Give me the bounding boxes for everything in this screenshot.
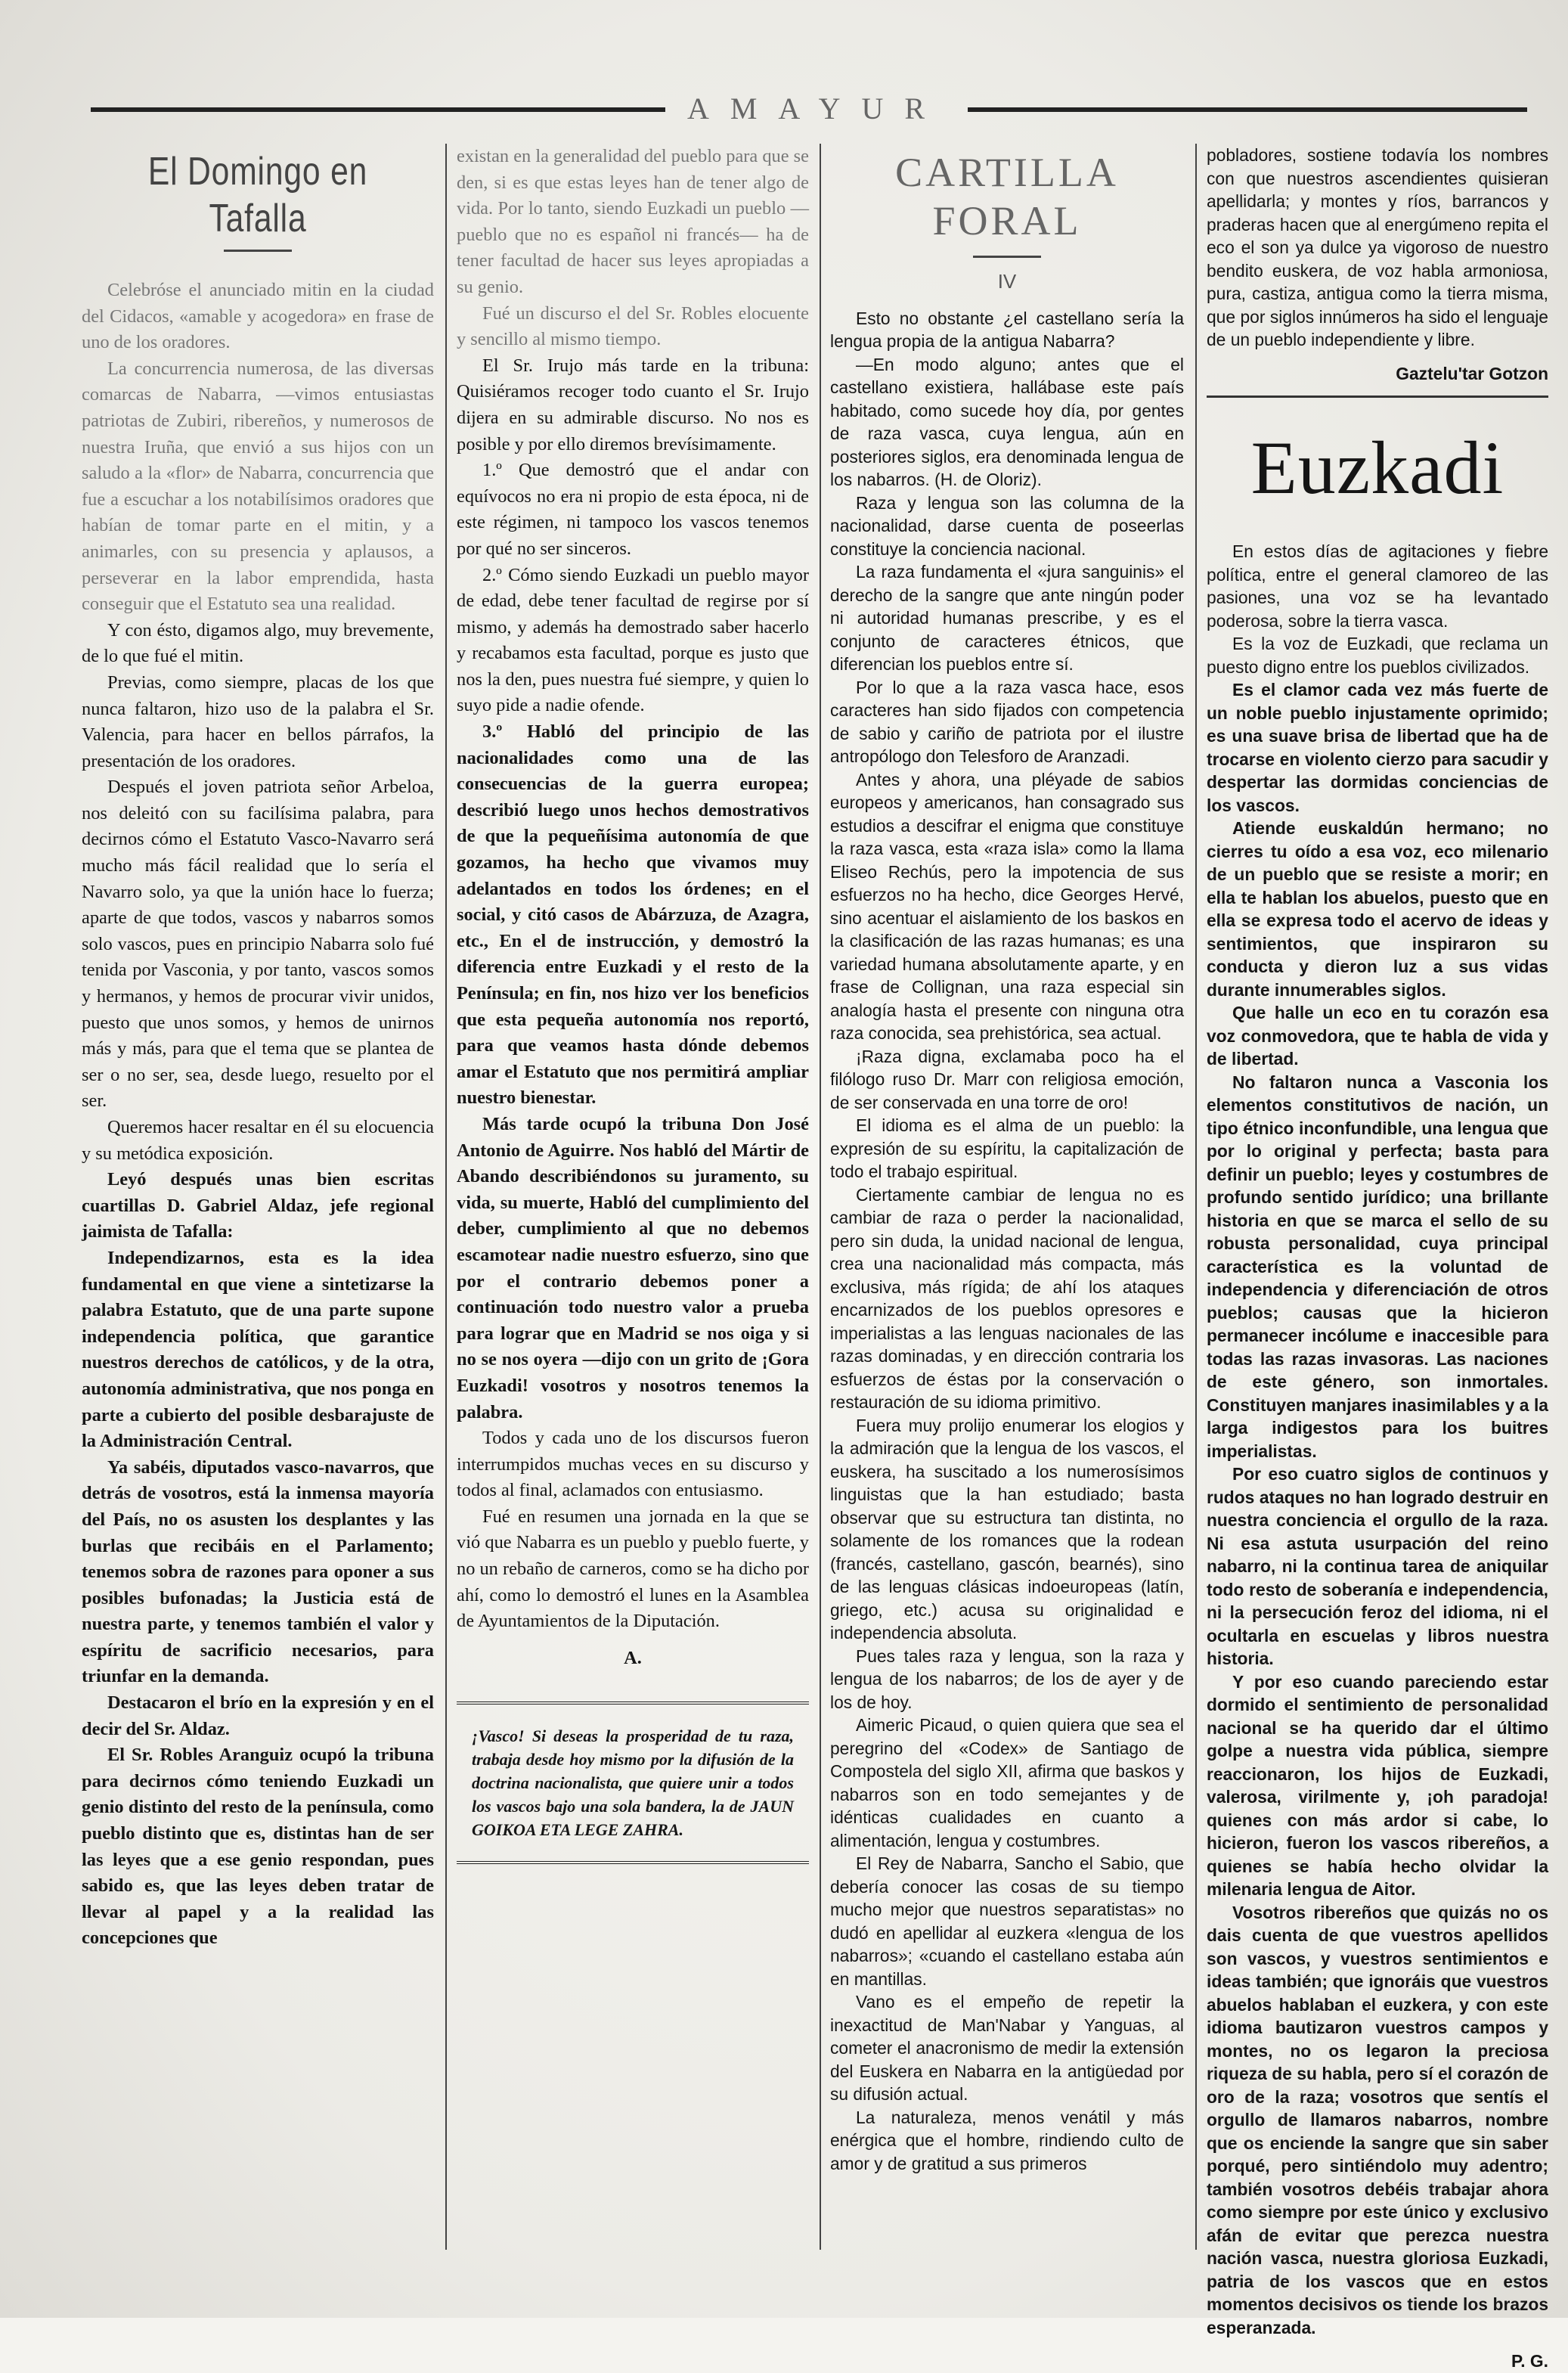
paragraph: La raza fundamenta el «jura sanguinis» el derecho de la sangre que ante ningún poder ni autoridad humanas prescribe, y es el conjunto de caracteres étnicos, que diferencian los pueblos entre sí.	[830, 562, 1184, 674]
paragraph: El idioma es el alma de un pueblo: la expresión de su espíritu, la capitalización de todo el trabajo espiritual.	[830, 1115, 1184, 1181]
paragraph: Leyó después unas bien escritas cuartillas D. Gabriel Aldaz, jefe regional jaimista de Tafalla:	[82, 1169, 434, 1242]
paragraph: Más tarde ocupó la tribuna Don José Antonio de Aguirre. Nos habló del Mártir de Abando describiéndonos su juramento, su vida, su muerte, Habló del cumplimiento del deber, cumplimiento al que no debemos escamotear nadie nuestro esfuerzo, sino que por el contrario debemos poner a continuación todo nuestro valor a prueba para lograr que en Madrid se nos oiga y si no se nos oyera —dijo con un grito de ¡Gora Euzkadi! vosotros y nosotros tenemos la palabra.	[457, 1113, 809, 1422]
paragraph: Por lo que a la raza vasca hace, esos caracteres han sido fijados con competencia de sabio y cariño de patriota por el ilustre antropólogo don Telesforo de Aranzadi.	[830, 677, 1184, 766]
column-divider	[820, 144, 821, 2250]
paragraph: Celebróse el anunciado mitin en la ciudad del Cidacos, «amable y acogedora» en frase de uno de los oradores.	[82, 280, 434, 353]
article-title-cartilla: CARTILLA FORAL	[895, 150, 1119, 244]
column-4	[1207, 144, 1548, 2371]
paragraph: El Sr. Irujo más tarde en la tribuna: Quisiéramos recoger todo cuanto el Sr. Irujo dijera en su admirable discurso. No nos es posible y por ello diremos brevísimamente.	[457, 355, 809, 454]
paragraph: Ya sabéis, diputados vasco-navarros, que detrás de vosotros, está la inmensa mayoría del País, no os asusten los desplantes y las burlas que recibáis en el Parlamento; tenemos sobra de razones para oponer a sus posibles bufonadas; la Justicia está de nuestra parte, y tenemos también el valor y espíritu de sacrificio necesarios, para triunfar en la demanda.	[82, 1456, 434, 1687]
title-rule	[973, 256, 1041, 258]
paragraph: 2.º Cómo siendo Euzkadi un pueblo mayor de edad, debe tener facultad de regirse por sí mismo, y además ha demostrado saber hacerlo y recabamos esta facultad, porque es justo que nos la den, pues nuestra fué siempre, y quien lo suyo pide a nadie ofende.	[457, 564, 809, 716]
paragraph: Atiende euskaldún hermano; no cierres tu oído a esa voz, eco milenario de un pueblo que se resiste a morir; en ella te hablan los abuelos, puesto que en ella se expresa todo el acervo de ideas y sentimientos, que inspiraron su conducta y dieron luz a sus vidas durante innumerables siglos.	[1207, 818, 1548, 1000]
paragraph: Fué un discurso el del Sr. Robles elocuente y sencillo al mismo tiempo.	[457, 302, 809, 350]
paragraph: Fuera muy prolijo enumerar los elogios y la admiración que la lengua de los vascos, el euskera, ha suscitado a los numerosísimos linguistas que la han estudiado; basta observar que su estructura tan distinta, no solamente de los romances que la rodean (francés, castellano, gascón, bearnés), sino de las lenguas clásicas indoeuropeas (latín, griego, etc.) acusa su originalidad e independencia absoluta.	[830, 1415, 1184, 1642]
article-title-euzkadi: Euzkadi	[1250, 426, 1504, 510]
paragraph: Independizarnos, esta es la idea fundamental en que viene a sintetizarse la palabra Estatuto, que de una parte supone independencia política, que garantice nuestros derechos de católicos, y de la otra, autonomía administrativa, que nos ponga en parte a cubierto del posible desbarajuste de la Administración Central.	[82, 1247, 434, 1452]
paragraph: 1.º Que demostró que el andar con equívocos no era ni propio de esta época, ni de este régimen, ni tampoco los vascos tenemos por qué no ser sinceros.	[457, 460, 809, 559]
masthead-title: AMAYUR	[686, 92, 947, 126]
signature: A.	[624, 1647, 642, 1668]
paragraph: existan en la generalidad del pueblo para que se den, si es que estas leyes han de tener algo de vida. Por lo tanto, siendo Euzkadi un pueblo —pueblo que no es español ni francés— ha de tener facultad de hacer sus leyes apropiadas a su genio.	[457, 146, 809, 297]
paragraph: Todos y cada uno de los discursos fueron interrumpidos muchas veces en su discurso y todos al final, aclamados con entusiasmo.	[457, 1428, 809, 1501]
paragraph: 3.º Habló del principio de las nacionalidades como una de las consecuencias de la guerra europea; describió luego unos hechos demostrativos de que la pequeñísima autonomía de que gozamos, ha hecho que vivamos muy adelantados en todos los órdenes; en el social, y citó casos de Abárzuza, de Azagra, etc., En el de instrucción, y demostró la diferencia entre Euzkadi y el resto de la Península; en fin, nos hizo ver los beneficios que esta pequeña autonomía nos reportó, para que veamos hasta dónde debemos amar el Estatuto que nos permitirá ampliar nuestro bienestar.	[457, 721, 809, 1109]
column-divider	[445, 144, 447, 2250]
paragraph: Vano es el empeño de repetir la inexactitud de Man'Nabar y Yanguas, al cometer el anacronismo de medir la extensión del Euskera en Nabarra en la antigüedad por su difusión actual.	[830, 1992, 1184, 2104]
column-1	[82, 144, 434, 2250]
paragraph: —En modo alguno; antes que el castellano existiera, hallábase este país habitado, como sucede hoy día, por gentes de raza vasca, cuya lengua, aún en posteriores siglos, era denominada lengua de los nabarros. (H. de Oloriz).	[830, 354, 1184, 489]
paragraph: Y con ésto, digamos algo, muy brevemente, de lo que fué el mitin.	[82, 619, 434, 667]
paragraph: Ciertamente cambiar de lengua no es cambiar de raza o perder la nacionalidad, pero sin duda, la unidad nacional de lengua, crea una nacionalidad más compacta, más exclusiva, más rígida; de ahí los ataques encarnizados de los pueblos opresores e imperialistas a las lenguas nacionales de las razas dominadas, y en dirección contraria los esfuerzos de éstas por la conservación o restauración de su idioma primitivo.	[830, 1184, 1184, 1412]
propaganda-box: ¡Vasco! Si deseas la prosperidad de tu raza, trabaja desde hoy mismo por la difusión de la doctrina nacionalista, que quiere unir a todos los vascos bajo una sola bandera, la de JAUN GOIKOA ETA LEGE ZAHRA.	[457, 1701, 809, 1864]
article-title-tafalla: El Domingo en Tafalla	[147, 150, 368, 240]
title-rule	[224, 250, 292, 252]
paragraph: Que halle un eco en tu corazón esa voz conmovedora, que te habla de vida y de libertad.	[1207, 1003, 1548, 1069]
paragraph: Vosotros ribereños que quizás no os dais cuenta de que vuestros apellidos son vascos, y vuestros sentimientos e ideas también; que ignoráis que vuestros abuelos hablaban el euzkera, y con este idioma bautizaron vuestros campos y montes, no os legaron la preciosa riqueza de su habla, pero sí el corazón de oro de la raza; vosotros que sentís el orgullo de llamaros nabarros, nombre que os enciende la sangre que sin saber porqué, pero sintiéndolo muy adentro; también vosotros debéis trabajar ahora como siempre por este único y exclusivo afán de evitar que perezca nuestra nación vasca, nuestra gloriosa Euzkadi, patria de los vascos que en estos momentos decisivos os tiende los brazos esperanzada.	[1207, 1902, 1548, 2337]
signature: Gaztelu'tar Gotzon	[1396, 363, 1548, 383]
masthead-rule-right	[968, 107, 1527, 112]
paragraph: Destacaron el brío en la expresión y en el decir del Sr. Aldaz.	[82, 1692, 434, 1739]
paragraph: pobladores, sostiene todavía los nombres con que nuestros ascendientes quisieran apellidarla; y montes y ríos, barrancos y praderas hacen que al energúmeno repita el eco el son ya dulce ya vigoroso de nuestro bendito euskera, de voz habla armoniosa, pura, castiza, antigua como la tierra misma, que por siglos innúmeros ha sido el lenguaje de un pueblo independiente y libre.	[1207, 145, 1548, 349]
paragraph: Raza y lengua son las columna de la nacionalidad, darse cuenta de poseerlas constituye la conciencia nacional.	[830, 492, 1184, 559]
section-rule	[1207, 395, 1548, 398]
masthead-rule-left	[91, 107, 665, 112]
paragraph: Por eso cuatro siglos de continuos y rudos ataques no han logrado destruir en nuestra conciencia el orgullo de la raza. Ni esa astuta usurpación del reino nabarro, ni la continua tarea de aniquilar todo resto de soberanía e independencia, ni la persecución feroz del idioma, ni el ocultarla en escuelas y libros nuestra historia.	[1207, 1464, 1548, 1668]
paragraph: Antes y ahora, una pléyade de sabios europeos y americanos, han consagrado sus estudios a descifrar el enigma que constituye la raza vasca, esta «raza isla» como la llama Eliseo Rechús, pero la impotencia de sus esfuerzos no ha hecho, dice Georges Hervé, sino acentuar el aislamiento de los baskos en la clasificación de las razas humanas; es una variedad humana absolutamente aparte, y en frase de Collignan, una raza especial sin analogía hasta el presente con ninguna otra raza conocida, sea prehistórica, sea actual.	[830, 769, 1184, 1043]
paragraph: La naturaleza, menos venátil y más enérgica que el hombre, rindiendo culto de amor y de gratitud a sus primeros	[830, 2107, 1184, 2173]
paragraph: El Rey de Nabarra, Sancho el Sabio, que debería conocer las cosas de su tiempo mucho mejor que nuestros separatistas» no dudó en apellidar al euzkera «lengua de los nabarros»; «cuando el castellano estaba aún en mantillas.	[830, 1853, 1184, 1989]
paragraph: Previas, como siempre, placas de los que nunca faltaron, hizo uso de la palabra el Sr. Valencia, para hacer en bellos párrafos, la presentación de los oradores.	[82, 672, 434, 771]
signature: P. G.	[1511, 2351, 1548, 2371]
paragraph: Pues tales raza y lengua, son la raza y lengua de los nabarros; de los de ayer y de los de hoy.	[830, 1646, 1184, 1712]
chapter-numeral: IV	[997, 270, 1017, 293]
masthead	[91, 91, 1527, 136]
column-2	[457, 144, 809, 2250]
paragraph: Esto no obstante ¿el castellano sería la lengua propia de la antigua Nabarra?	[830, 308, 1184, 351]
column-3	[830, 144, 1184, 2250]
paragraph: En estos días de agitaciones y fiebre política, entre el general clamoreo de las pasiones, una voz se ha levantado poderosa, sobre la tierra vasca.	[1207, 541, 1548, 631]
paragraph: Es la voz de Euzkadi, que reclama un puesto digno entre los pueblos civilizados.	[1207, 634, 1548, 677]
paragraph: La concurrencia numerosa, de las diversas comarcas de Nabarra, —vimos entusiastas patriotas de Zubiri, ribereños, y numerosos de nuestra Iruña, que envió a sus hijos con un saludo a la «flor» de Nabarra, concurrencia que fue a escuchar a los notabilísimos oradores que habían de tomar parte en el mitin, y a animarles, con su presencia y aplausos, a perseverar en la labor emprendida, hasta conseguir que el Estatuto sea una realidad.	[82, 358, 434, 615]
paragraph: El Sr. Robles Aranguiz ocupó la tribuna para decirnos cómo teniendo Euzkadi un genio distinto del resto de la península, como pueblo distinto que es, distintas han de ser las leyes que a ese genio respondan, pues sabido es, que las leyes deben tratar de llevar al papel y a la realidad las concepciones que	[82, 1745, 434, 1949]
paragraph: Aimeric Picaud, o quien quiera que sea el peregrino del «Codex» de Santiago de Compostela del siglo XII, afirma que baskos y nabarros son en todo semejantes y de idénticas cualidades en cuanto a alimentación, lengua y costumbres.	[830, 1715, 1184, 1850]
paragraph: Fué en resumen una jornada en la que se vió que Nabarra es un pueblo y pueblo fuerte, y no un rebaño de carneros, como se ha dicho por ahí, como lo demostró el lunes en la Asamblea de Ayuntamientos de la Diputación.	[457, 1506, 809, 1632]
paragraph: ¡Raza digna, exclamaba poco ha el filólogo ruso Dr. Marr con religiosa emoción, de ser conservada en una torre de oro!	[830, 1046, 1184, 1112]
paragraph: Y por eso cuando pareciendo estar dormido el sentimiento de personalidad nacional se ha querido dar el último golpe a nuestra vida pública, siempre reaccionaron, los hijos de Euzkadi, valerosa, virilmente y, ¡oh paradoja! quienes con más ardor si cabe, lo hicieron, fueron los vascos ribereños, a quienes se había hecho olvidar la milenaria lengua de Aitor.	[1207, 1671, 1548, 1899]
column-divider	[1195, 144, 1197, 2250]
paragraph: No faltaron nunca a Vasconia los elementos constitutivos de nación, un tipo étnico inconfundible, una lengua que por lo original y perfecta; basta para definir un pueblo; leyes y costumbres de profundo sentido jurídico; una brillante historia en que se marca el sello de su robusta personalidad, cuya principal característica es la voluntad de independencia y diferenciación de otros pueblos; causas que la hicieron permanecer incólume e inaccesible para todas las razas invasoras. Las naciones de este género, son inmortales. Constituyen manjares inasimilables y a la larga indigestos para los buitres imperialistas.	[1207, 1072, 1548, 1461]
paragraph: Es el clamor cada vez más fuerte de un noble pueblo injustamente oprimido; es una suave brisa de libertad que ha de trocarse en violento cierzo para sacudir y despertar las dormidas conciencias de los vascos.	[1207, 680, 1548, 815]
paragraph: Queremos hacer resaltar en él su elocuencia y su metódica exposición.	[82, 1117, 434, 1164]
paragraph: Después el joven patriota señor Arbeloa, nos deleitó con su facilísima palabra, para decirnos cómo el Estatuto Vasco-Navarro será mucho más fácil realidad que lo sería el Navarro solo, ya que la unión hace lo fuerza; aparte de que todos, vascos y nabarros somos solo vascos, pues en principio Nabarra solo fué tenida por Vasconia, y por tanto, vascos somos y hermanos, y hemos de procurar vivir unidos, puesto que unos somos, y hemos de unirnos más y más, para que el tema que se plantea de ser o no ser, sea, desde luego, resuelto por el ser.	[82, 777, 434, 1112]
